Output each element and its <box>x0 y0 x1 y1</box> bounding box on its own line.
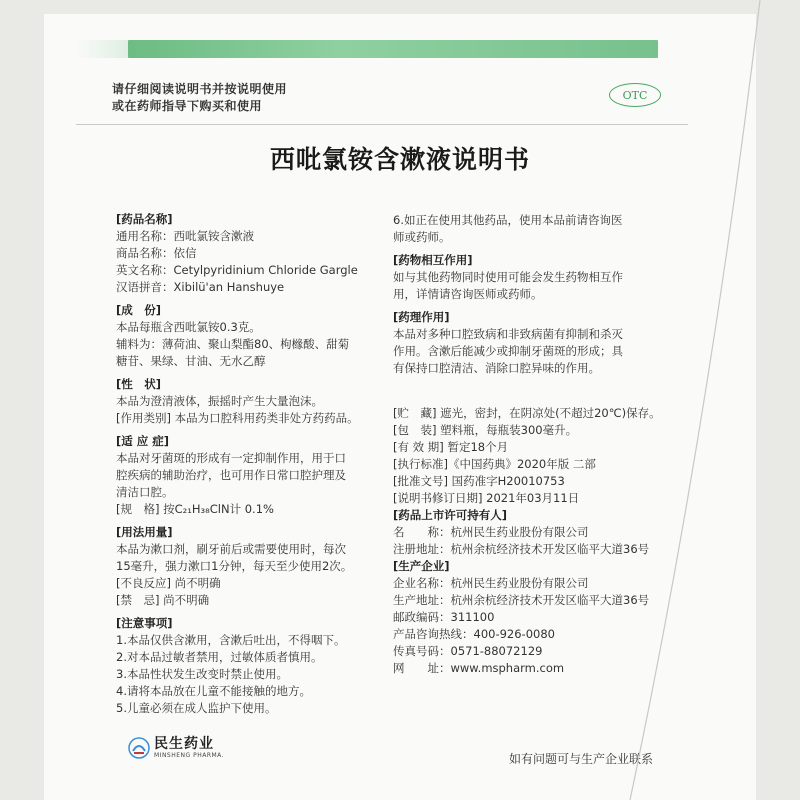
right-column-top <box>393 212 665 377</box>
notice-line-1: 请仔细阅读说明书并按说明使用 <box>112 82 288 96</box>
text-line: 传真号码：0571-88072129 <box>393 644 543 658</box>
section-heading: [药品名称] <box>116 212 173 226</box>
text-line: 用，详情请咨询医师或药师。 <box>393 287 543 301</box>
text-line: 本品为澄清液体，振摇时产生大量泡沫。 <box>116 394 323 408</box>
text-line: 有保持口腔清洁、消除口腔异味的作用。 <box>393 361 600 375</box>
footer-contact-note: 如有问题可与生产企业联系 <box>509 752 654 766</box>
header-divider <box>76 124 688 125</box>
text-line: 2.对本品过敏者禁用，过敏体质者慎用。 <box>116 650 323 664</box>
text-line: 5.儿童必须在成人监护下使用。 <box>116 701 277 715</box>
text-line: 作用。含漱后能减少或抑制牙菌斑的形成；具 <box>393 344 623 358</box>
section-heading: [性 状] <box>116 377 162 391</box>
left-column <box>116 211 388 717</box>
text-line: 3.本品性状发生改变时禁止使用。 <box>116 667 288 681</box>
header-green-band <box>128 40 658 58</box>
logo-name-en: MINSHENG PHARMA. <box>154 752 225 759</box>
text-line: [作用类别] 本品为口腔科用药类非处方药药品。 <box>116 411 359 425</box>
text-line: 1.本品仅供含漱用，含漱后吐出，不得咽下。 <box>116 633 346 647</box>
otc-badge: OTC <box>609 83 661 107</box>
text-line: 15毫升，强力漱口1分钟，每天至少使用2次。 <box>116 559 353 573</box>
section-heading: [生产企业] <box>393 559 450 573</box>
text-line: 邮政编码：311100 <box>393 610 495 624</box>
text-line: 注册地址：杭州余杭经济技术开发区临平大道36号 <box>393 542 650 556</box>
section-heading: [用法用量] <box>116 525 173 539</box>
section-heading: [注意事项] <box>116 616 173 630</box>
notice-line-2: 或在药师指导下购买和使用 <box>112 99 263 113</box>
text-line: 商品名称：依信 <box>116 246 197 260</box>
text-line: [执行标准]《中国药典》2020年版 二部 <box>393 457 596 471</box>
text-line: 企业名称：杭州民生药业股份有限公司 <box>393 576 589 590</box>
minsheng-logo-icon <box>128 737 150 759</box>
section-heading: [药理作用] <box>393 310 450 324</box>
section-heading: [药品上市许可持有人] <box>393 508 508 522</box>
right-column-bottom <box>393 405 665 677</box>
text-line: 生产地址：杭州余杭经济技术开发区临平大道36号 <box>393 593 650 607</box>
text-line: [不良反应] 尚不明确 <box>116 576 221 590</box>
text-line: 通用名称：西吡氯铵含漱液 <box>116 229 254 243</box>
text-line: [包 装] 塑料瓶，每瓶装300毫升。 <box>393 423 578 437</box>
text-line: 本品每瓶含西吡氯铵0.3克。 <box>116 320 261 334</box>
company-logo <box>128 736 224 759</box>
text-line: 4.请将本品放在儿童不能接触的地方。 <box>116 684 311 698</box>
text-line: [贮 藏] 遮光，密封，在阴凉处(不超过20℃)保存。 <box>393 406 661 420</box>
text-line: 汉语拼音：Xibilü'an Hanshuye <box>116 280 285 294</box>
text-line: 产品咨询热线：400-926-0080 <box>393 627 555 641</box>
text-line: 本品对牙菌斑的形成有一定抑制作用，用于口 <box>116 451 346 465</box>
text-line: 清洁口腔。 <box>116 485 174 499</box>
text-line: 辅料为：薄荷油、聚山梨酯80、枸橼酸、甜菊 <box>116 337 350 351</box>
text-line: [有 效 期] 暂定18个月 <box>393 440 509 454</box>
text-line: [批准文号] 国药准字H20010753 <box>393 474 565 488</box>
text-line: [规 格] 按C₂₁H₃₈ClN计 0.1% <box>116 502 274 516</box>
section-gap <box>393 377 665 405</box>
text-line: 本品为漱口剂，刷牙前后或需要使用时，每次 <box>116 542 346 556</box>
document-title: 西吡氯铵含漱液说明书 <box>269 145 530 174</box>
text-line: 本品对多种口腔致病和非致病菌有抑制和杀灭 <box>393 327 623 341</box>
text-line: 如与其他药物同时使用可能会发生药物相互作 <box>393 270 623 284</box>
text-line: 网 址：www.mspharm.com <box>393 661 565 675</box>
text-line: 师或药师。 <box>393 230 451 244</box>
text-line: 6.如正在使用其他药品，使用本品前请咨询医 <box>393 213 623 227</box>
text-line: 英文名称：Cetylpyridinium Chloride Gargle <box>116 263 358 277</box>
text-line: [禁 忌] 尚不明确 <box>116 593 210 607</box>
section-heading: [药物相互作用] <box>393 253 473 267</box>
text-line: [说明书修订日期] 2021年03月11日 <box>393 491 580 505</box>
text-line: 名 称：杭州民生药业股份有限公司 <box>393 525 589 539</box>
right-column <box>393 212 665 677</box>
section-heading: [成 份] <box>116 303 162 317</box>
logo-name-cn: 民生药业 <box>154 736 214 752</box>
section-heading: [适 应 症] <box>116 434 170 448</box>
text-line: 糖苷、果绿、甘油、无水乙醇 <box>116 354 266 368</box>
text-line: 腔疾病的辅助治疗，也可用作日常口腔护理及 <box>116 468 346 482</box>
